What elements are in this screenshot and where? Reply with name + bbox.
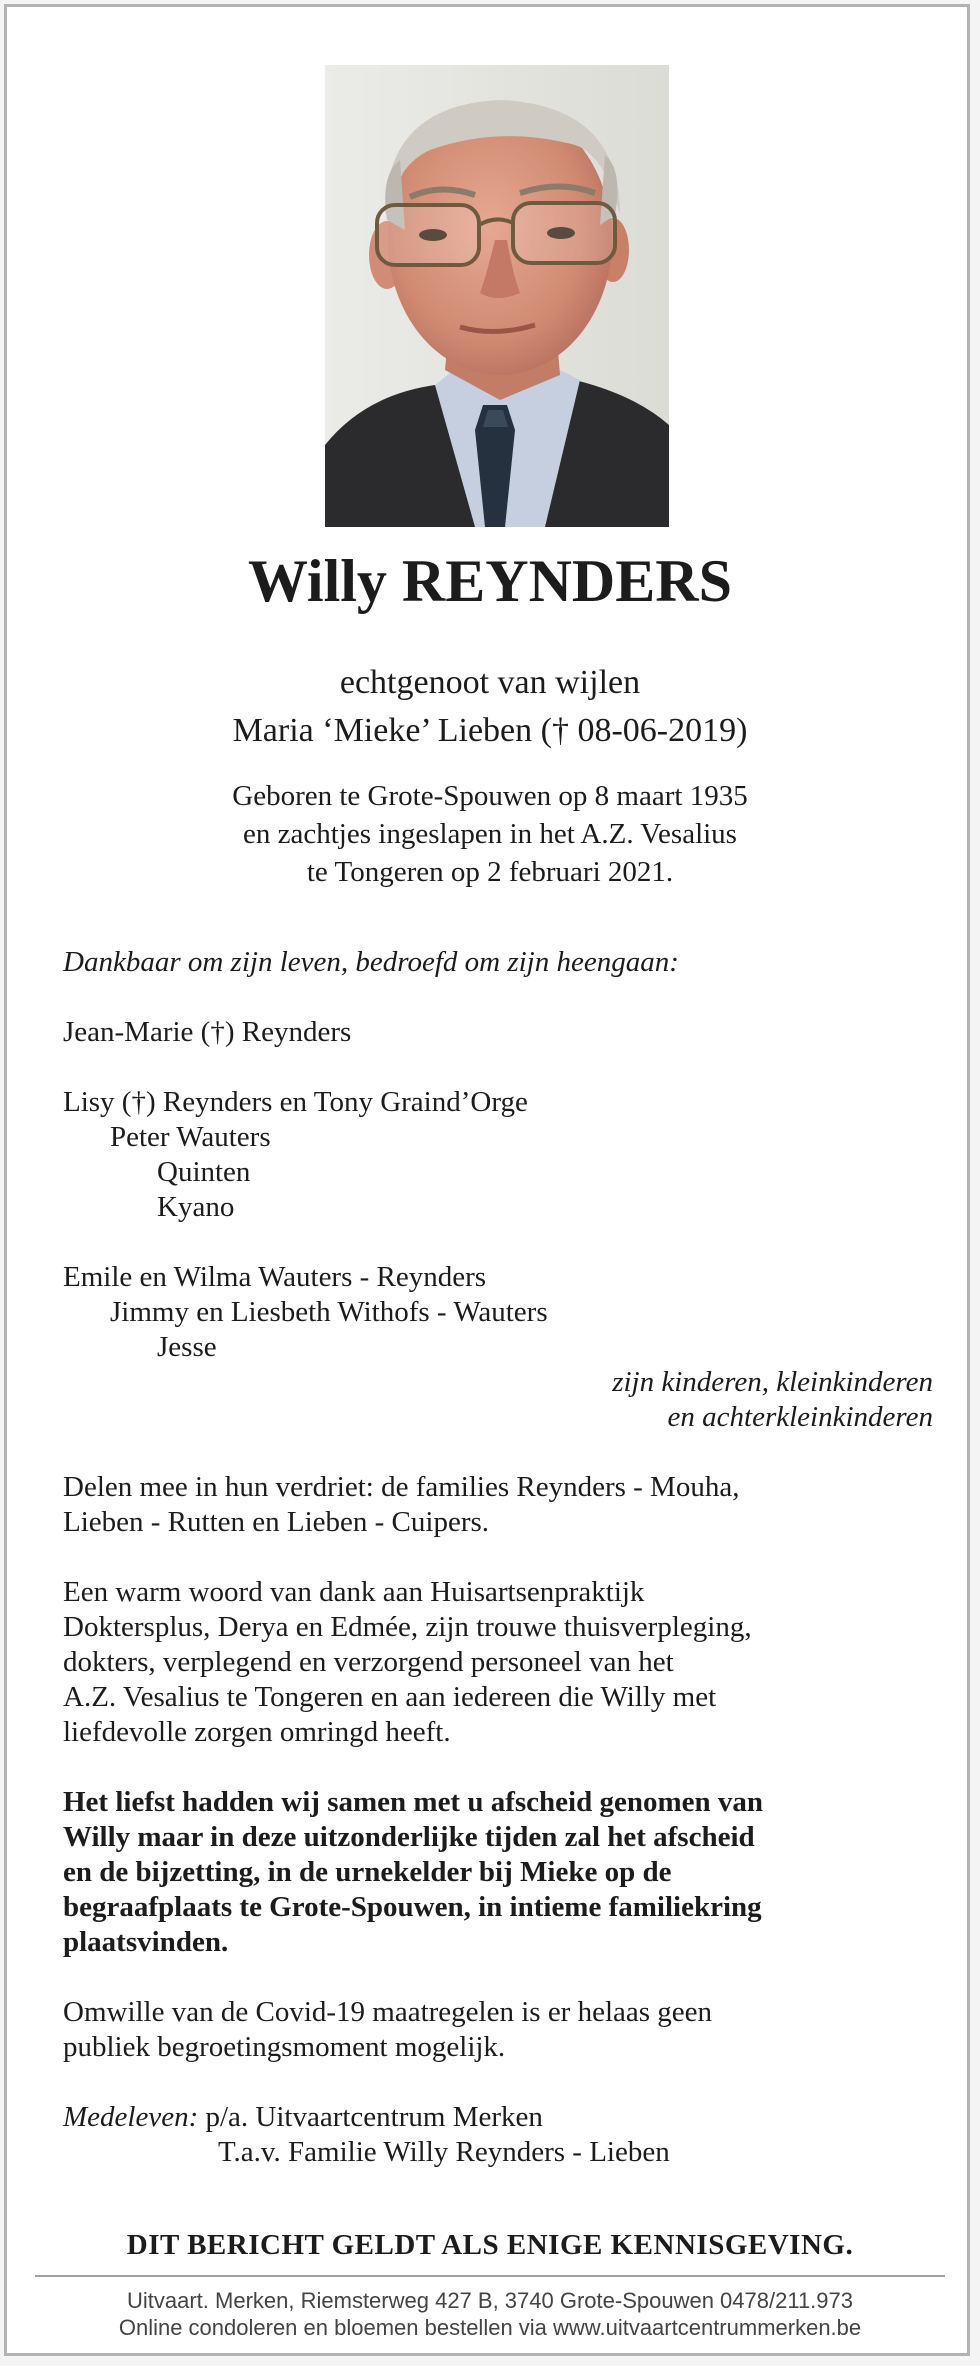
family-member: Quinten	[157, 1156, 251, 1188]
text-line: dokters, verplegend en verzorgend personeel van het	[63, 1646, 674, 1678]
text-line: Lieben - Rutten en Lieben - Cuipers.	[63, 1506, 490, 1538]
birth-death-info	[7, 777, 973, 891]
text-line: liefdevolle zorgen omringd heeft.	[63, 1716, 451, 1748]
obituary-card	[4, 4, 970, 2356]
death-place-line: te Tongeren op 2 februari 2021.	[306, 856, 674, 888]
footer-website: Online condoleren en bloemen bestellen via www.uitvaartcentrummerken.be	[118, 2315, 862, 2340]
family-member: Peter Wauters	[110, 1121, 271, 1153]
family-relation	[63, 1365, 933, 1435]
text-line: begraafplaats te Grote-Spouwen, in intieme familiekring	[63, 1891, 762, 1923]
birth-line: Geboren te Grote-Spouwen op 8 maart 1935	[232, 780, 748, 812]
text-line: Een warm woord van dank aan Huisartsenpraktijk	[63, 1576, 645, 1608]
family-group-3	[63, 1260, 933, 1365]
condolences-attention: T.a.v. Familie Willy Reynders - Lieben	[218, 2136, 670, 2168]
official-notice: DIT BERICHT GELDT ALS ENIGE KENNISGEVING.	[126, 2229, 854, 2261]
covid-paragraph	[63, 1995, 933, 2065]
family-member: Jimmy en Liesbeth Withofs - Wauters	[110, 1296, 548, 1328]
portrait-photo	[325, 65, 669, 527]
family-member: Jesse	[157, 1331, 217, 1363]
text-line: plaatsvinden.	[63, 1926, 229, 1958]
spouse-name: Maria ‘Mieke’ Lieben († 08-06-2019)	[232, 712, 748, 749]
text-line: A.Z. Vesalius te Tongeren en aan iedereen die Willy met	[63, 1681, 717, 1713]
family-member: Emile en Wilma Wauters - Reynders	[63, 1261, 487, 1293]
death-line: en zachtjes ingeslapen in het A.Z. Vesalius	[243, 818, 737, 850]
text-line: Het liefst hadden wij samen met u afscheid genomen van	[63, 1786, 764, 1818]
family-group-2	[63, 1085, 933, 1225]
family-member: Kyano	[157, 1191, 235, 1223]
family-intro: Dankbaar om zijn leven, bedroefd om zijn heengaan:	[63, 946, 679, 978]
text-line: en de bijzetting, in de urnekelder bij Mieke op de	[63, 1856, 672, 1888]
relation-line: en achterkleinkinderen	[667, 1401, 933, 1433]
text-line: Willy maar in deze uitzonderlijke tijden zal het afscheid	[63, 1821, 755, 1853]
condolences-address: p/a. Uitvaartcentrum Merken	[205, 2101, 543, 2133]
spouse-info	[7, 659, 973, 755]
family-group-1	[63, 1015, 933, 1050]
text-line: Doktersplus, Derya en Edmée, zijn trouwe thuisverpleging,	[63, 1611, 752, 1643]
farewell-paragraph	[63, 1785, 933, 1960]
footer-address: Uitvaart. Merken, Riemsterweg 427 B, 3740 Grote-Spouwen 0478/211.973	[127, 2288, 853, 2313]
family-member: Jean-Marie (†) Reynders	[63, 1016, 352, 1048]
condolences-label: Medeleven:	[63, 2101, 199, 2133]
condolences	[63, 2100, 933, 2170]
family-member: Lisy (†) Reynders en Tony Graind’Orge	[63, 1086, 528, 1118]
deceased-name: Willy REYNDERS	[248, 548, 732, 614]
footer-divider	[35, 2275, 945, 2277]
shared-grief-paragraph	[63, 1470, 933, 1540]
text-line: publiek begroetingsmoment mogelijk.	[63, 2031, 506, 2063]
thanks-paragraph	[63, 1575, 933, 1750]
spouse-line: echtgenoot van wijlen	[339, 664, 641, 701]
text-line: Delen mee in hun verdriet: de families Reynders - Mouha,	[63, 1471, 740, 1503]
relation-line: zijn kinderen, kleinkinderen	[612, 1366, 933, 1398]
text-line: Omwille van de Covid-19 maatregelen is er helaas geen	[63, 1996, 713, 2028]
